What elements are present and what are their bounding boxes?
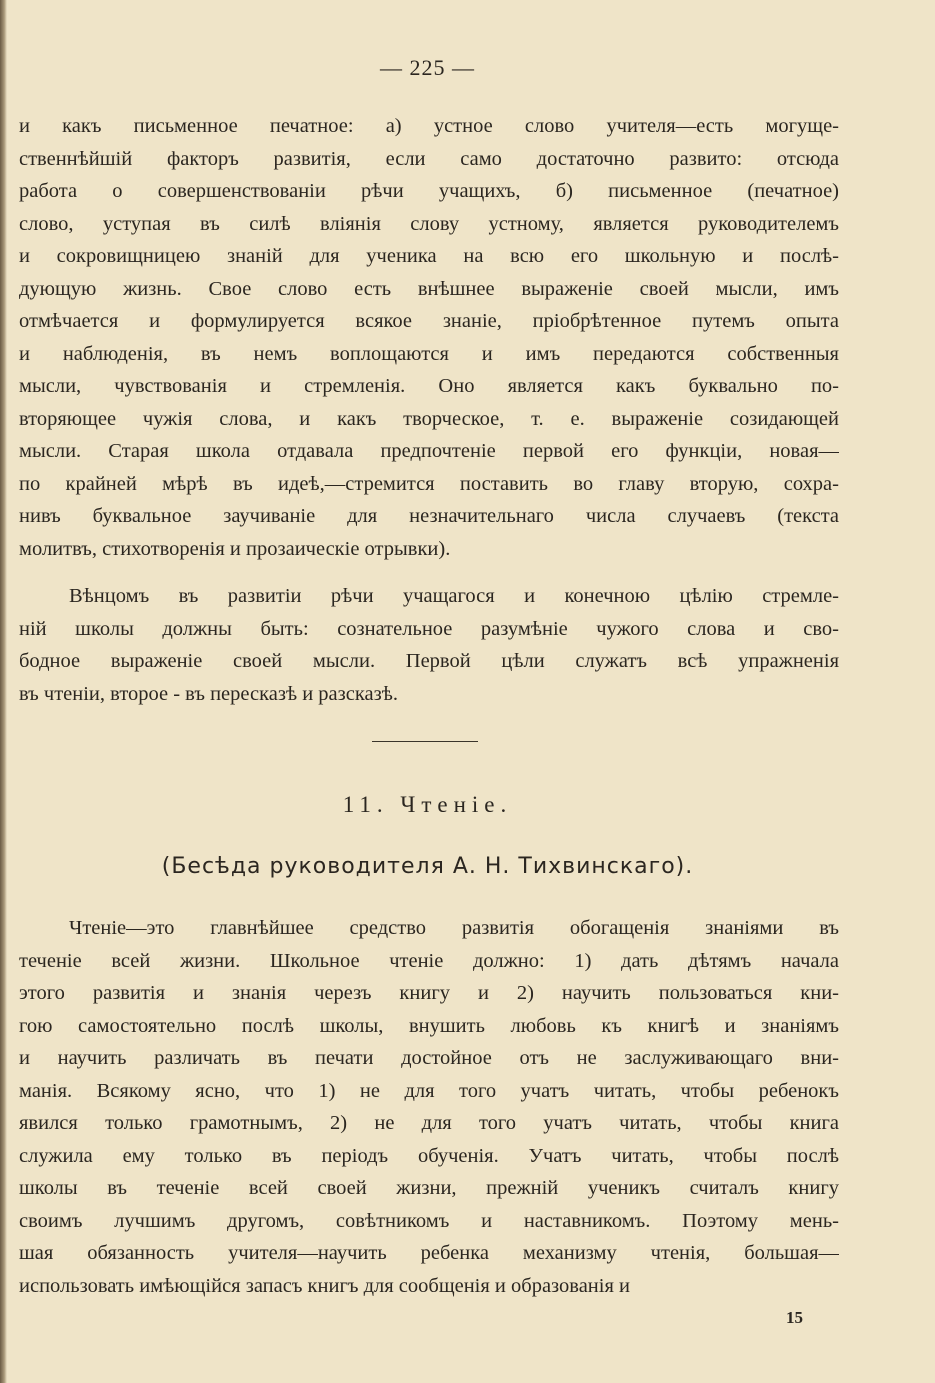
- book-spine-edge: [0, 0, 7, 1383]
- text-line: Вѣнцомъ въ развитіи рѣчи учащагося и конечною цѣлію стремле-: [69, 585, 839, 607]
- text-line: въ чтеніи, второе - въ пересказѣ и разсказѣ.: [19, 682, 398, 705]
- text-line: молитвъ, стихотворенія и прозаическіе отрывки).: [19, 537, 451, 560]
- text-line: дующую жизнь. Свое слово есть внѣшнее выраженіе своей мысли, имъ: [19, 277, 839, 300]
- text-line: Чтеніе—это главнѣйшее средство развитія обогащенія знаніями въ: [69, 917, 839, 939]
- text-line: отмѣчается и формулируется всякое знаніе, пріобрѣтенное путемъ опыта: [19, 310, 839, 332]
- text-line: и какъ письменное печатное: а) устное слово учителя—есть могуще-: [19, 115, 839, 137]
- text-line: работа о совершенствованіи рѣчи учащихъ, б) письменное (печатное): [19, 180, 839, 202]
- signature-mark: 15: [786, 1308, 803, 1327]
- text-line: ственнѣйшій факторъ развитія, если само достаточно развито: отсюда: [19, 147, 839, 170]
- text-line: школы въ теченіе всей своей жизни, прежній ученикъ считалъ книгу: [19, 1177, 839, 1199]
- text-line: этого развитія и знанія черезъ книгу и 2) научить пользоваться кни-: [19, 982, 839, 1004]
- text-line: слово, уступая въ силѣ вліянія слову устному, является руководителемъ: [19, 212, 839, 235]
- paragraph-3: [19, 912, 839, 1302]
- section-subtitle: (Бесѣда руководителя А. Н. Тихвинскаго).: [161, 854, 694, 879]
- text-line: шая обязанность учителя—научить ребенка механизму чтенія, большая—: [19, 1242, 839, 1264]
- text-line: ній школы должны быть: сознательное разумѣніе чужого слова и сво-: [19, 617, 839, 640]
- text-line: теченіе всей жизни. Школьное чтеніе должно: 1) дать дѣтямъ начала: [19, 949, 839, 972]
- text-line: нивъ буквальное заучиваніе для незначительнаго числа случаевъ (текста: [19, 505, 839, 527]
- paragraph-1: [19, 110, 839, 565]
- section-divider: [372, 741, 478, 742]
- text-line: и научить различать въ печати достойное отъ не заслуживающаго вни-: [19, 1047, 839, 1069]
- text-line: и наблюденія, въ немъ воплощаются и имъ передаются собственныя: [19, 342, 839, 365]
- text-line: и сокровищницею знаній для ученика на всю его школьную и послѣ-: [19, 245, 839, 267]
- text-line: служила ему только въ періодъ обученія. Учатъ читать, чтобы послѣ: [19, 1144, 839, 1167]
- text-line: по крайней мѣрѣ въ идеѣ,—стремится поставить во главу вторую, сохра-: [19, 472, 839, 495]
- section-title: 11. Чтеніе.: [342, 792, 513, 817]
- text-line: бодное выраженіе своей мысли. Первой цѣли служатъ всѣ упражненія: [19, 650, 839, 672]
- text-line: мысли. Старая школа отдавала предпочтеніе первой его функціи, новая—: [19, 440, 839, 462]
- text-line: использовать имѣющійся запасъ книгъ для сообщенія и образованія и: [19, 1274, 630, 1297]
- text-line: вторяющее чужія слова, и какъ творческое, т. е. выраженіе созидающей: [19, 407, 839, 430]
- text-line: своимъ лучшимъ другомъ, совѣтникомъ и наставникомъ. Поэтому мень-: [19, 1209, 839, 1232]
- text-line: гою самостоятельно послѣ школы, внушить любовь къ книгѣ и знаніямъ: [19, 1014, 839, 1037]
- paragraph-2: [19, 580, 839, 710]
- text-line: мысли, чувствованія и стремленія. Оно является какъ буквально по-: [19, 375, 839, 397]
- text-line: явился только грамотнымъ, 2) не для того учатъ читать, чтобы книга: [19, 1112, 839, 1134]
- page-number: — 225 —: [380, 55, 475, 80]
- text-line: манія. Всякому ясно, что 1) не для того учатъ читать, чтобы ребенокъ: [19, 1079, 839, 1102]
